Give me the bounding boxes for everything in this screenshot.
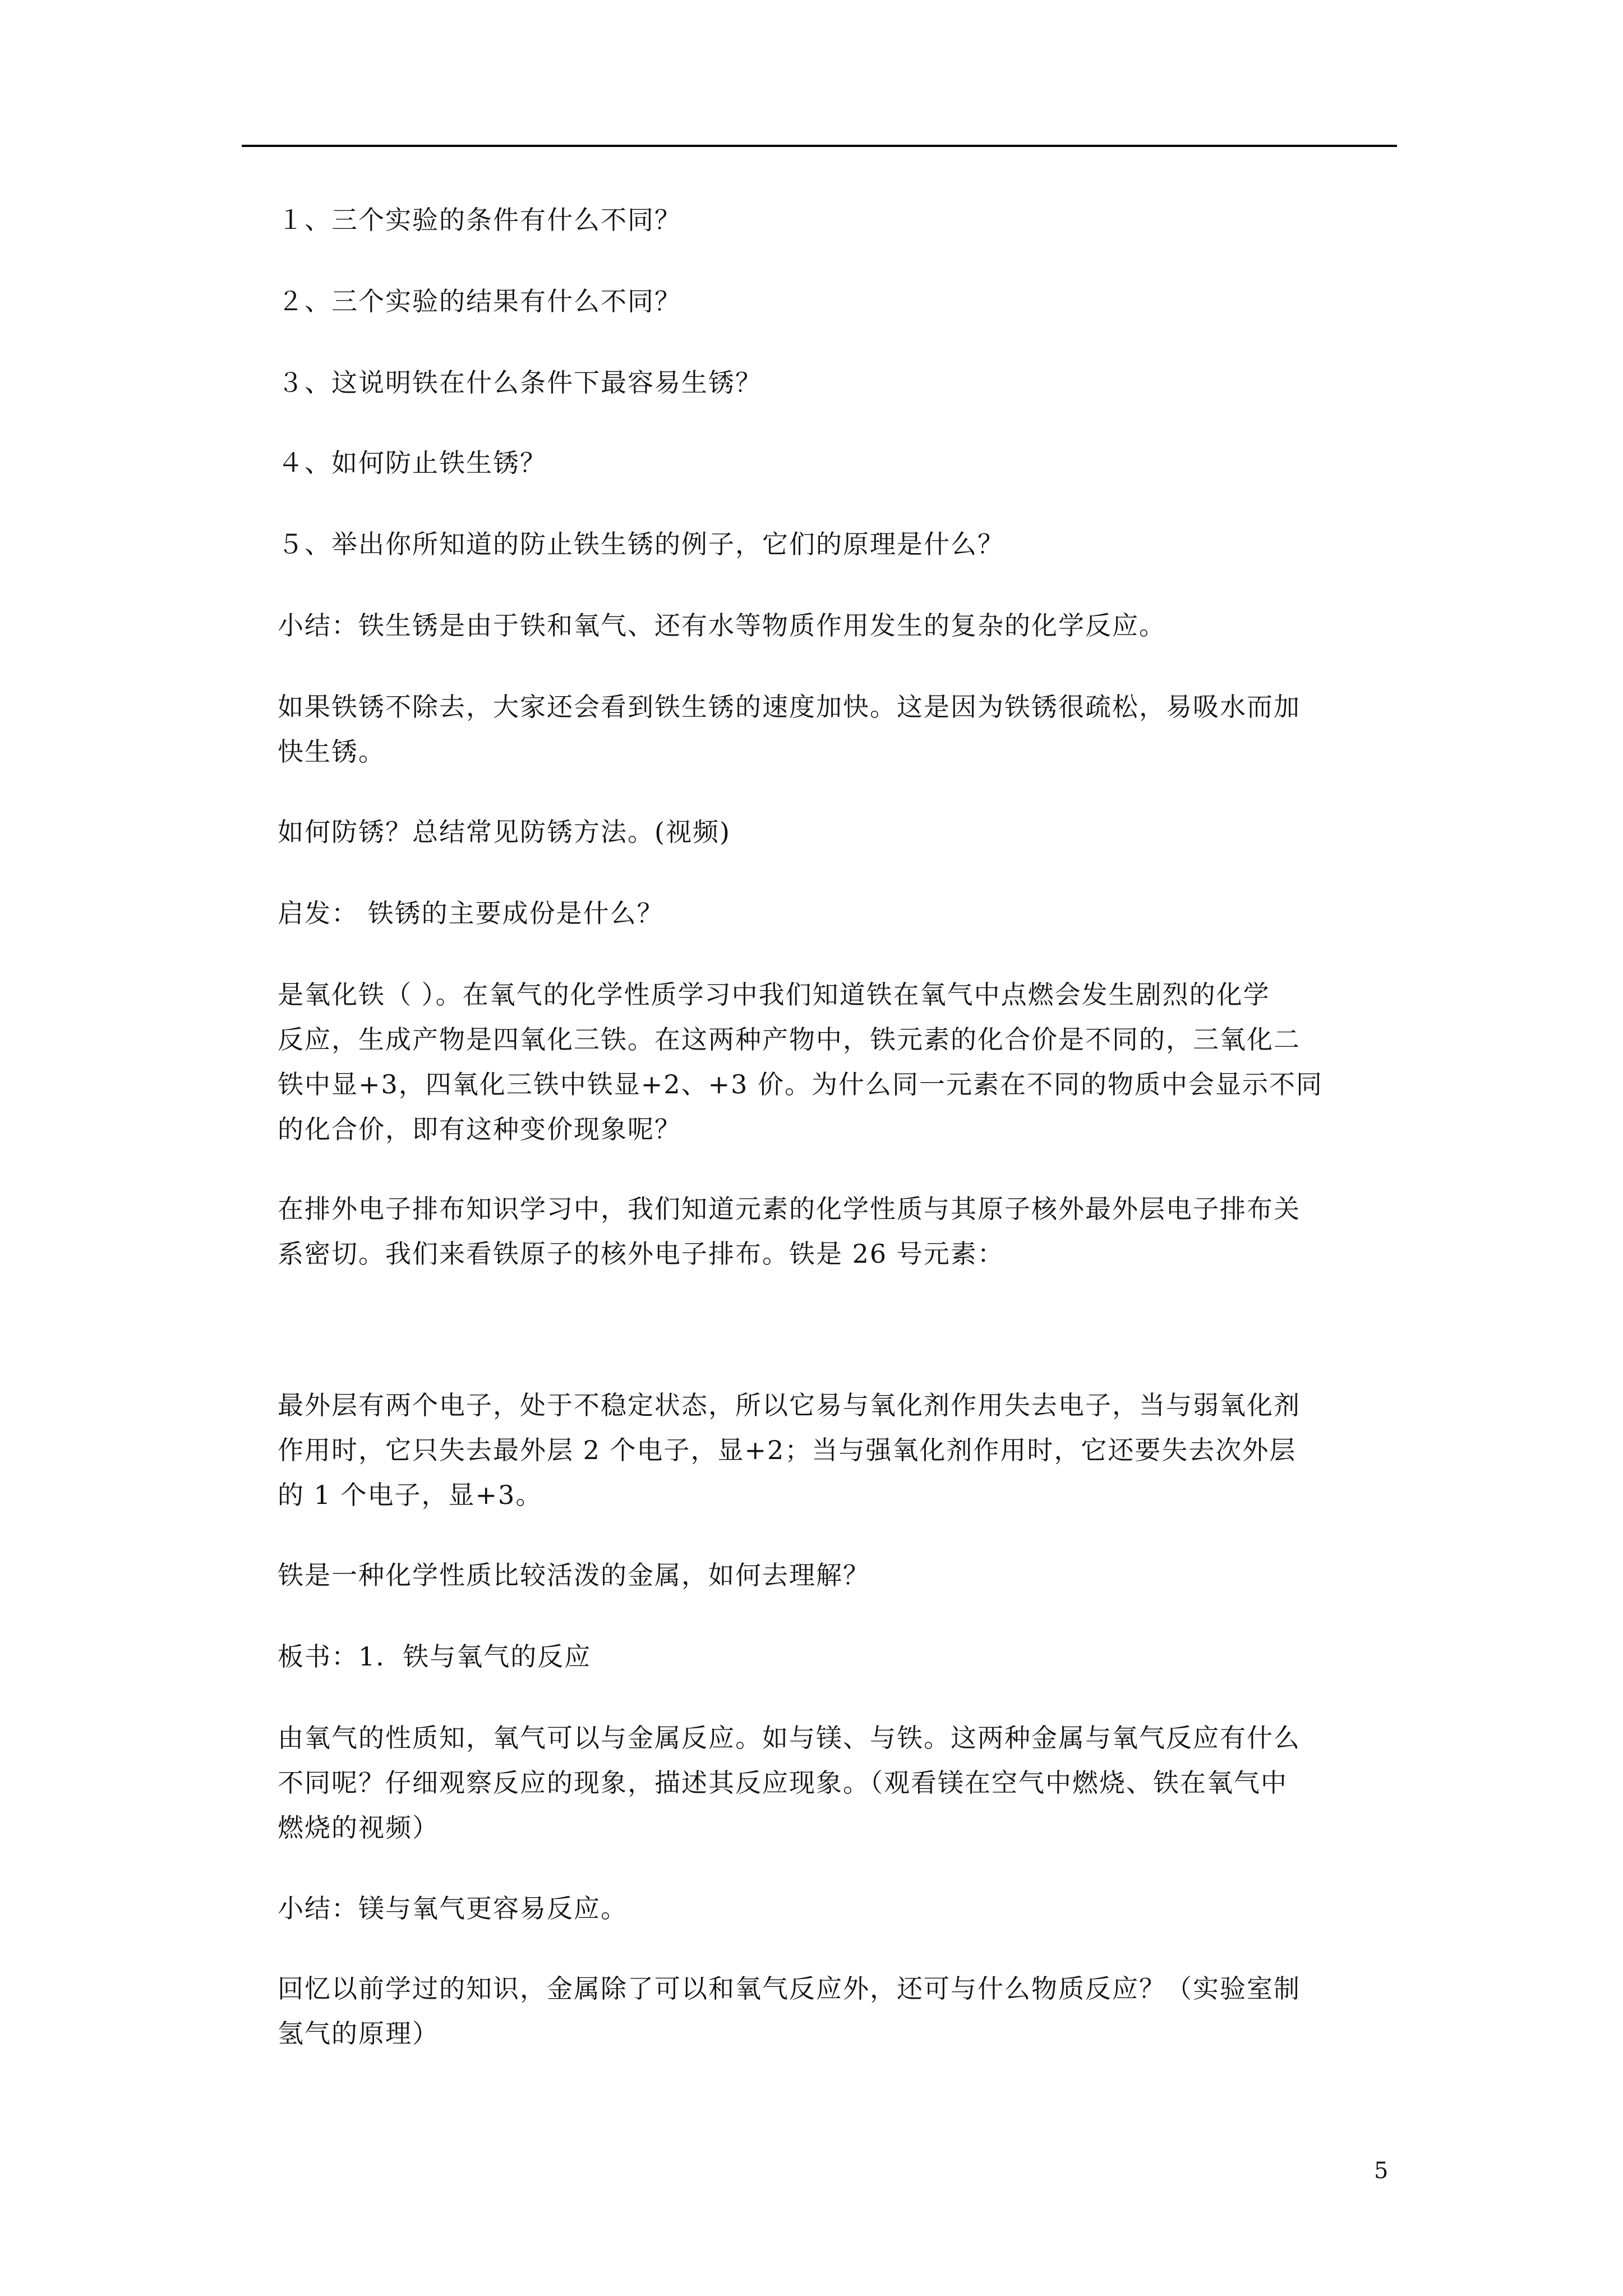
iron-oxide-line-4: 的化合价，即有这种变价现象呢？ <box>278 1114 681 1144</box>
inspiration-paragraph <box>278 891 1366 936</box>
recall-paragraph <box>278 1966 1366 2056</box>
page-number: 5 <box>1374 2158 1389 2184</box>
outer-electrons-line-3: 的 1 个电子，显+3。 <box>278 1480 543 1510</box>
oxygen-reaction-line-1: 由氧气的性质知，氧气可以与金属反应。如与镁、与铁。这两种金属与氧气反应有什么 <box>278 1723 1301 1753</box>
oxygen-reaction-line-2: 不同呢？仔细观察反应的现象，描述其反应现象。（观看镁在空气中燃烧、铁在氧气中 <box>278 1768 1288 1798</box>
oxygen-reaction-paragraph <box>278 1715 1366 1850</box>
iron-oxide-line-2: 反应，生成产物是四氧化三铁。在这两种产物中，铁元素的化合价是不同的，三氧化二 <box>278 1024 1301 1055</box>
question-2-text: ２、三个实验的结果有什么不同？ <box>278 286 681 316</box>
recall-line-2: 氢气的原理） <box>278 2018 439 2049</box>
question-3-text: ３、这说明铁在什么条件下最容易生锈？ <box>278 367 762 398</box>
question-2 <box>278 279 1366 324</box>
prevent-methods-text: 如何防锈？总结常见防锈方法。(视频) <box>278 817 731 847</box>
oxygen-reaction-line-3: 燃烧的视频） <box>278 1812 439 1843</box>
electron-config-paragraph <box>278 1186 1366 1276</box>
rust-accelerate-line-2: 快生锈。 <box>278 737 385 767</box>
summary-rust-text: 小结：铁生锈是由于铁和氧气、还有水等物质作用发生的复杂的化学反应。 <box>278 610 1166 641</box>
rust-accelerate-line-1: 如果铁锈不除去，大家还会看到铁生锈的速度加快。这是因为铁锈很疏松，易吸水而加 <box>278 692 1301 722</box>
iron-oxide-line-3: 铁中显+3，四氧化三铁中铁显+2、+3 价。为什么同一元素在不同的物质中会显示不同 <box>278 1069 1324 1099</box>
question-4 <box>278 440 1366 485</box>
prevent-methods-paragraph <box>278 809 1366 854</box>
iron-oxide-paragraph <box>278 972 1366 1152</box>
question-1-text: １、三个实验的条件有什么不同？ <box>278 205 681 235</box>
question-5 <box>278 522 1366 567</box>
question-5-text: ５、举出你所知道的防止铁生锈的例子，它们的原理是什么？ <box>278 529 1004 559</box>
outer-electrons-line-2: 作用时，它只失去最外层 2 个电子，显+2；当与强氧化剂作用时，它还要失去次外层 <box>278 1435 1297 1465</box>
iron-oxide-line-1: 是氧化铁（ ）。在氧气的化学性质学习中我们知道铁在氧气中点燃会发生剧烈的化学 <box>278 979 1270 1010</box>
board-note-text: 板书：1．铁与氧气的反应 <box>278 1641 592 1672</box>
summary-mg-paragraph <box>278 1886 1366 1931</box>
board-note-paragraph <box>278 1634 1366 1679</box>
question-1 <box>278 197 1366 242</box>
active-metal-paragraph <box>278 1553 1366 1598</box>
header-rule <box>242 145 1397 147</box>
outer-electrons-paragraph <box>278 1383 1366 1517</box>
recall-line-1: 回忆以前学过的知识，金属除了可以和氧气反应外，还可与什么物质反应？（实验室制 <box>278 1973 1301 2004</box>
question-3 <box>278 360 1366 405</box>
summary-mg-text: 小结：镁与氧气更容易反应。 <box>278 1893 628 1924</box>
active-metal-text: 铁是一种化学性质比较活泼的金属，如何去理解？ <box>278 1560 870 1590</box>
summary-rust-paragraph <box>278 603 1366 648</box>
outer-electrons-line-1: 最外层有两个电子，处于不稳定状态，所以它易与氧化剂作用失去电子，当与弱氧化剂 <box>278 1390 1301 1420</box>
electron-config-line-1: 在排外电子排布知识学习中，我们知道元素的化学性质与其原子核外最外层电子排布关 <box>278 1194 1301 1224</box>
question-4-text: ４、如何防止铁生锈？ <box>278 448 547 478</box>
inspiration-text: 启发： 铁锈的主要成份是什么？ <box>278 898 664 928</box>
electron-config-line-2: 系密切。我们来看铁原子的核外电子排布。铁是 26 号元素： <box>278 1239 1004 1269</box>
rust-accelerate-paragraph <box>278 684 1366 774</box>
